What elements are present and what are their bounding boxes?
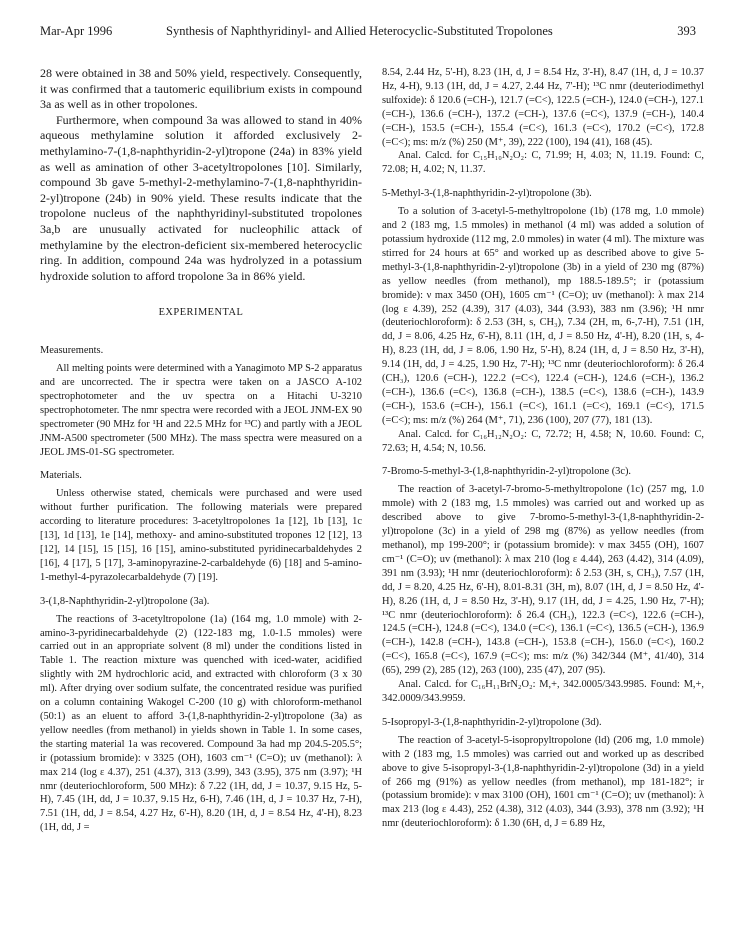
analysis-3b: Anal. Calcd. for C₁₆H₁₂N₂O₂: C, 72.72; H, 4.58; N, 10.60. Found: C, 72.63; H, 4.54; N, 10.56. [382,428,704,454]
materials-paragraph: Unless otherwise stated, chemicals were purchased and were used without further purification. The following materials were prepared according to literature procedures: 3-acetyltropolones 1a [12], 1b [13], 1c [13], 1d [13], 1e [14], methoxy- and amino-substituted tropones 12 [12], 13 [12], 14 [15], 15 [15], 16 [15], amino-substituted pyridinecarbaldehydes 2 [16], 4 [17], 5 [17], 3-aminopyrazine-2-carbaldehyde (6) [18] and 5-amino-1-methyl-4-pyrazolecarbaldehyde (7) [19]. [40,488,362,583]
running-header [40,24,702,42]
right-column [382,66,704,831]
page-number: 393 [677,24,696,38]
compound-3d-paragraph: The reaction of 3-acetyl-5-isopropyltropolone (ld) (206 mg, 1.0 mmole) with 2 (183 mg, 1.5 mmoles) was carried out and worked up as described above to give 5-isopropyl-3-(1,8-naphthyridin-2-yl)tropolone (3d) in a yield of 266 mg (91%) as yellow needles (from methanol), mp 181-182°; ir (potassium bromide): ν max 3100 (OH), 1601 cm⁻¹ (C=O); uv (methanol): λ max 213 (log ε 4.43), 252 (4.38), 312 (4.03), 344 (3.93), 378 nm (3.92); ¹H nmr (deuteriochloroform): δ 1.30 (6H, d, J = 6.89 Hz, [382,734,704,830]
compound-3c-heading: 7-Bromo-5-methyl-3-(1,8-naphthyridin-2-yl)tropolone (3c). [382,466,632,478]
compound-3a-paragraph: The reactions of 3-acetyltropolone (1a) (164 mg, 1.0 mmole) with 2-amino-3-pyridinecarbaldehyde (2) (122-183 mg, 1.0-1.5 mmoles) were carried out in an appropriate solvent (8 ml) under the conditions listed in Table 1. The reaction mixture was quenched with iced-water, acidified slightly with 2M hydrochloric acid, and extracted with chloroform (3 x 30 ml). After drying over sodium sulfate, the concentrated residue was purified on a column containing Wakogel C-200 (10 g) with chloroform-methanol (50:1) as an eluent to afford 3-(1,8-naphthyridin-2-yl)tropolone (3a) as yellow needles (from methanol) in yields shown in Table 1. In some cases, the starting material 1a was recovered. Compound 3a had mp 204.5-205.5°; ir (potassium bromide): ν 3325 (OH), 1603 cm⁻¹ (C=O); uv (methanol): λ max 214 (log ε 4.37), 251 (4.37), 313 (3.99), 343 (3.95), 375 nm (3.97); ¹H nmr (deuteriochloroform, 500 MHz): δ 7.22 (1H, dd, J = 10.37, 9.15 Hz, 5-H), 7.45 (1H, dd, J = 10.37, 9.15 Hz, 6-H), 7.46 (1H, d, J = 10.37 Hz, 7-H), 7.51 (1H, dd, J = 8.54, 4.27 Hz, 6'-H), 8.20 (1H, d, J = 8.54 Hz, 4'-H), 8.23 (1H, dd, J = [40,613,362,834]
measurements-paragraph: All melting points were determined with a Yanagimoto MP S-2 apparatus and are uncorrected. The ir spectra were taken on a JASCO A-102 spectrophotometer and the uv spectra on a Hitachi U-3210 spectrophotometer. The nmr spectra were recorded with a JEOL JNM-EX 90 spectrometer (90 MHz for ¹H and 22.5 MHz for ¹³C) and partly with a JEOL JNM-A500 spectrometer (500 MHz). The mass spectra were measured on a JEOL JMS-01-SG spectrometer. [40,363,362,458]
compound-3c-paragraph: The reaction of 3-acetyl-7-bromo-5-methyltropolone (1c) (257 mg, 1.0 mmole) with 2 (183 mg, 1.5 mmoles) was carried out and worked up as described above to give 7-bromo-5-methyl-3-(1,8-naphthyridin-2-yl)tropolone (3c) in a yield of 298 mg (87%) as yellow needles (from methanol), mp 199-200°; ir (potassium bromide): ν max 3455 (OH), 1607 cm⁻¹ (C=O); uv (methanol): λ max 210 (log ε 4.44), 263 (4.42), 314 (4.09), 391 nm (3.93); ¹H nmr (deuteriochloroform): δ 2.53 (3H, s, CH₃), 7.57 (1H, dd, J = 8.20, 4.25 Hz, 6'-H), 8.01-8.31 (3H, m), 8.07 (1H, d, J = 8.50 Hz, 4'-H), 8.26 (1H, d, J = 8.50 Hz, 3'-H), 9.17 (1H, dd, J = 4.25, 1.90 Hz, 7'-H); ¹³C nmr (deuteriochloroform): δ 26.4 (CH₃), 122.3 (=C<), 122.6 (=CH-), 124.5 (=CH-), 124.8 (=C<), 134.0 (=C<), 136.1 (=C<), 136.5 (=CH-), 136.9 (=CH-), 142.8 (=CH-), 143.8 (=CH-), 153.8 (=CH-), 156.0 (=C<), 160.2 (=C<), 165.8 (=C<), 167.9 (=C<); ms: m/z (%) 342/344 (M⁺, 41/40), 314 (65), 299 (2), 285 (12), 263 (100), 235 (47), 207 (95). [382,484,704,677]
issue-date: Mar-Apr 1996 [40,24,113,38]
intro-paragraph-1: 28 were obtained in 38 and 50% yield, respectively. Consequently, it was confirmed that a tautomeric equilibrium exists in compound 3a as well as in other tropolones. [40,66,362,112]
compound-3d-heading: 5-Isopropyl-3-(1,8-naphthyridin-2-yl)tropolone (3d). [382,716,602,728]
measurements-heading: Measurements. [40,345,104,357]
compound-3a-continuation: 8.54, 2.44 Hz, 5'-H), 8.23 (1H, d, J = 8.54 Hz, 3'-H), 8.47 (1H, d, J = 10.37 Hz, 4-H), 9.13 (1H, dd, J = 4.27, 2.44 Hz, 7'-H); ¹³C nmr (deuteriodimethyl sulfoxide): δ 120.6 (=CH-), 121.7 (=C<), 122.5 (=CH-), 124.0 (=CH-), 127.1 (=CH-), 136.6 (=CH-), 137.2 (=CH-), 137.6 (=C<), 137.9 (=CH-), 140.4 (=CH-), 153.5 (=CH-), 155.4 (=C<), 161.3 (=C<), 170.2 (=C<), 172.8 (=C<); ms: m/z (%) 250 (M⁺, 39), 222 (100), 194 (41), 168 (45). [382,67,704,148]
materials-heading: Materials. [40,470,82,482]
compound-3b-paragraph: To a solution of 3-acetyl-5-methyltropolone (1b) (178 mg, 1.0 mmole) and 2 (183 mg, 1.5 mmoles) in methanol (4 ml) was added a solution of potassium hydroxide (112 mg, 2.0 mmoles) in water (4 ml). The mixture was stirred for 24 hours at 65° and worked up as described above to give 5-methyl-3-(1,8-naphthyridin-2-yl)tropolone (3b) in a yield of 230 mg (87%) as yellow needles (from methanol), mp 188.5-189.5°; ir (potassium bromide): ν max 3450 (OH), 1605 cm⁻¹ (C=O); uv (methanol): λ max 214 (log ε 4.39), 252 (4.39), 317 (4.03), 344 (3.93), 383 nm (3.96); ¹H nmr (deuteriochloroform): δ 2.53 (3H, s, CH₃), 7.34 (2H, m, 6-,7-H), 7.51 (1H, dd, J = 8.06, 4.25 Hz, 6'-H), 8.11 (1H, d, J = 8.50 Hz, 4'-H), 8.20 (1H, s, 4-H), 8.23 (1H, dd, J = 8.06, 1.90 Hz, 5'-H), 8.24 (1H, d, J = 8.50 Hz, 3'-H), 9.14 (1H, dd, J = 4.25, 1.90 Hz, 7'-H); ¹³C nmr (deuteriochloroform): δ 26.4 (CH₃), 120.6 (=CH-), 122.2 (=C<), 122.4 (=CH-), 124.6 (=CH-), 136.2 (=CH-), 136.6 (=C<), 136.8 (=CH-), 138.5 (=C<), 138.6 (=CH-), 143.9 (=CH-), 153.6 (=CH-), 156.1 (=C<), 161.1 (=C<), 169.1 (=C<), 171.5 (=C<); ms: m/z (%) 264 (M⁺, 71), 236 (100), 207 (77), 181 (13). [382,206,704,426]
left-column [40,66,362,835]
running-title: Synthesis of Naphthyridinyl- and Allied Heterocyclic-Substituted Tropolones [166,24,553,38]
compound-3a-heading: 3-(1,8-Naphthyridin-2-yl)tropolone (3a). [40,595,210,607]
analysis-3c: Anal. Calcd. for C₁₆H₁₁BrN₂O₂: M,+, 342.0005/343.9985. Found: M,+, 342.0009/343.9959. [382,679,704,704]
experimental-heading: EXPERIMENTAL [158,307,244,319]
analysis-3a: Anal. Calcd. for C₁₅H₁₀N₂O₂: C, 71.99; H, 4.03; N, 11.19. Found: C, 72.08; H, 4.02; N, 11.37. [382,150,704,176]
intro-paragraph-2: Furthermore, when compound 3a was allowed to stand in 40% aqueous methylamine solution it afforded exclusively 2-methylamino-7-(1,8-naphthyridin-2-yl)tropone (24a) in 83% yield as well as amination of other 3-acetyltropolones [10]. Similarly, compound 3b gave 5-methyl-2-methylamino-7-(1,8-naphthyridin-2-yl)tropone (24b) in 90% yield. These results indicate that the tropolone nucleus of the naphthyridinyl-substituted tropolones 3a,b are unusually activated for nucleophilic attack of methylamine by the electron-deficient six-membered heterocyclic ring. In addition, compound 24a was hydrolyzed in a potassium hydroxide solution to afford tropolone 3a in 86% yield. [40,112,362,283]
compound-3b-heading: 5-Methyl-3-(1,8-naphthyridin-2-yl)tropolone (3b). [382,188,592,200]
